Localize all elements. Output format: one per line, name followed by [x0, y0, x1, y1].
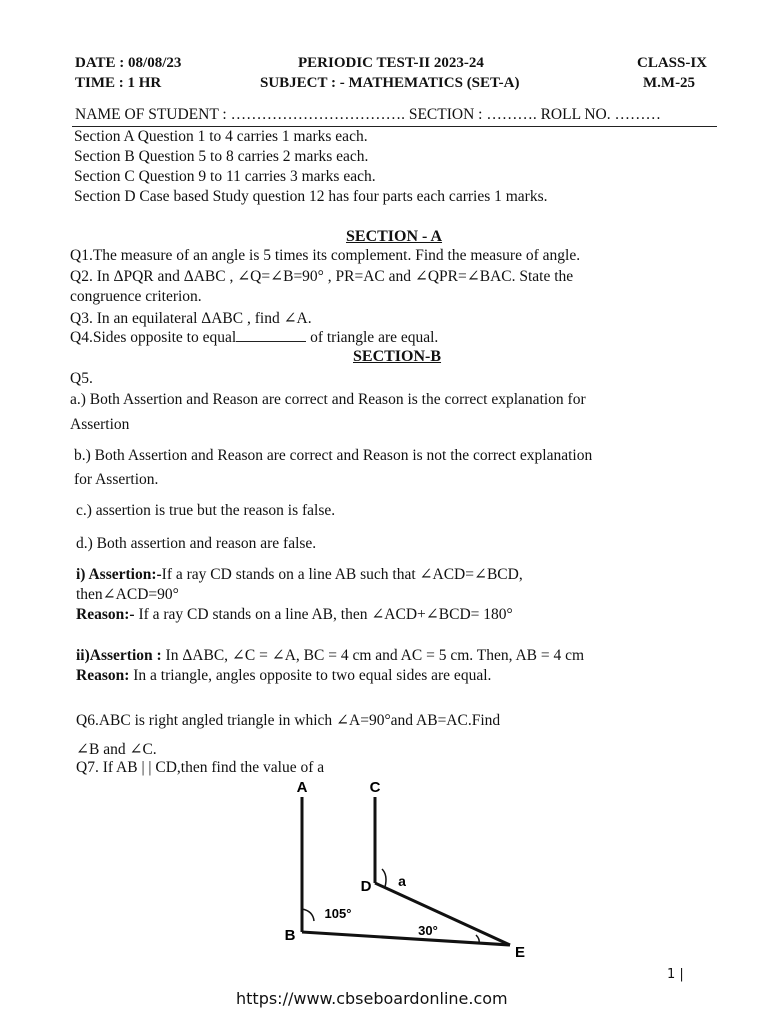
reason-ii — [76, 667, 491, 685]
option-b-line-1: b.) Both Assertion and Reason are correct and Reason is not the correct explanation — [74, 447, 593, 464]
line-de — [375, 883, 510, 945]
question-3: Q3. In an equilateral ΔABC , find ∠A. — [70, 310, 312, 327]
point-e-label: E — [514, 944, 526, 961]
exam-time: TIME : 1 HR — [75, 75, 162, 91]
assertion-i-line-2: then∠ACD=90° — [76, 586, 179, 603]
test-title: PERIODIC TEST-II 2023-24 — [298, 55, 484, 71]
assertion-ii-label: ii)Assertion : — [76, 647, 162, 664]
question-4-text-after: of triangle are equal. — [310, 329, 439, 346]
max-marks: M.M-25 — [643, 75, 696, 91]
question-6-line-1: Q6.ABC is right angled triangle in which ∠A=90°and AB=AC.Find — [76, 712, 501, 729]
fill-in-blank — [236, 329, 306, 342]
reason-i — [76, 605, 513, 624]
question-4 — [70, 329, 438, 347]
angle-b-arc — [302, 909, 314, 921]
angle-d-arc — [382, 869, 386, 887]
footer-website-url: https://www.cbseboardonline.com — [236, 989, 508, 1008]
question-6-line-2: ∠B and ∠C. — [76, 741, 157, 758]
question-4-text-before: Q4.Sides opposite to equal — [70, 329, 237, 346]
assertion-i-label: i) Assertion:- — [76, 566, 162, 583]
reason-ii-label: Reason: — [76, 667, 130, 684]
class-label: CLASS-IX — [637, 55, 708, 71]
option-d: d.) Both assertion and reason are false. — [76, 535, 317, 552]
exam-date: DATE : 08/08/23 — [75, 55, 182, 71]
angle-b-value: 105° — [324, 906, 352, 921]
instruction-section-d: Section D Case based Study question 12 has four parts each carries 1 marks. — [74, 188, 548, 205]
point-a-label: A — [296, 779, 308, 796]
question-2-line-1: Q2. In ΔPQR and ΔABC , ∠Q=∠B=90° , PR=AC and ∠QPR=∠BAC. State the — [70, 268, 574, 285]
section-b-heading: SECTION-B — [353, 348, 442, 365]
assertion-i-text: If a ray CD stands on a line AB such that ∠ACD=∠BCD, — [161, 566, 523, 583]
question-1: Q1.The measure of an angle is 5 times its complement. Find the measure of angle. — [70, 247, 581, 264]
assertion-i — [76, 565, 523, 584]
option-c: c.) assertion is true but the reason is false. — [76, 502, 336, 519]
question-5-label: Q5. — [70, 370, 93, 387]
instruction-section-b: Section B Question 5 to 8 carries 2 marks each. — [74, 148, 369, 165]
unknown-angle-label: a — [398, 873, 406, 889]
instruction-section-c: Section C Question 9 to 11 carries 3 marks each. — [74, 168, 376, 185]
header-divider — [72, 126, 717, 127]
angle-e-value: 30° — [418, 923, 438, 938]
parallel-lines-figure — [280, 775, 540, 965]
option-a-line-1: a.) Both Assertion and Reason are correct and Reason is the correct explanation for — [70, 391, 586, 408]
assertion-ii — [76, 646, 584, 665]
option-a-line-2: Assertion — [70, 416, 130, 433]
question-7: Q7. If AB | | CD,then find the value of a — [76, 759, 325, 776]
reason-i-label: Reason:- — [76, 606, 135, 623]
question-2-line-2: congruence criterion. — [70, 288, 202, 305]
point-d-label: D — [360, 878, 372, 895]
page-number: 1 | — [667, 967, 684, 982]
point-b-label: B — [284, 927, 296, 944]
point-c-label: C — [369, 779, 381, 796]
option-b-line-2: for Assertion. — [74, 471, 159, 488]
student-details-line: NAME OF STUDENT : ……………………………. SECTION : ………. ROLL NO. ……… — [75, 106, 661, 123]
instruction-section-a: Section A Question 1 to 4 carries 1 marks each. — [74, 128, 368, 145]
reason-ii-text: In a triangle, angles opposite to two equal sides are equal. — [129, 667, 492, 684]
section-a-heading: SECTION - A — [346, 228, 443, 245]
assertion-ii-text: In ΔABC, ∠C = ∠A, BC = 4 cm and AC = 5 cm. Then, AB = 4 cm — [161, 647, 585, 664]
subject-title: SUBJECT : - MATHEMATICS (SET-A) — [260, 75, 520, 91]
reason-i-text: If a ray CD stands on a line AB, then ∠ACD+∠BCD= 180° — [134, 606, 513, 623]
